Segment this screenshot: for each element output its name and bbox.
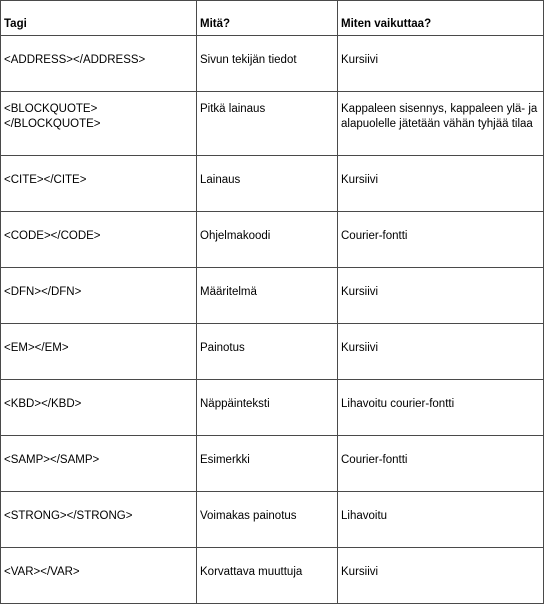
tag-cell: <ADDRESS></ADDRESS> bbox=[1, 36, 197, 92]
effect-cell: Kursiivi bbox=[338, 324, 544, 380]
what-cell: Esimerkki bbox=[197, 436, 338, 492]
effect-cell: Courier-fontti bbox=[338, 212, 544, 268]
effect-cell: Lihavoitu courier-fontti bbox=[338, 380, 544, 436]
effect-cell: Kursiivi bbox=[338, 268, 544, 324]
what-cell: Näppäinteksti bbox=[197, 380, 338, 436]
effect-cell: Kappaleen sisennys, kappaleen ylä- ja alapuolelle jätetään vähän tyhjää tilaa bbox=[338, 92, 544, 156]
what-cell: Lainaus bbox=[197, 156, 338, 212]
what-cell: Pitkä lainaus bbox=[197, 92, 338, 156]
effect-cell: Kursiivi bbox=[338, 156, 544, 212]
tag-cell: <DFN></DFN> bbox=[1, 268, 197, 324]
table-row bbox=[1, 492, 544, 548]
effect-cell: Lihavoitu bbox=[338, 492, 544, 548]
table-row bbox=[1, 436, 544, 492]
what-cell: Sivun tekijän tiedot bbox=[197, 36, 338, 92]
tag-cell: <KBD></KBD> bbox=[1, 380, 197, 436]
column-header-effect: Miten vaikuttaa? bbox=[338, 1, 544, 36]
what-cell: Korvattava muuttuja bbox=[197, 548, 338, 604]
what-cell: Ohjelmakoodi bbox=[197, 212, 338, 268]
column-header-tag: Tagi bbox=[1, 1, 197, 36]
tag-cell: <BLOCKQUOTE> </BLOCKQUOTE> bbox=[1, 92, 197, 156]
table-row bbox=[1, 212, 544, 268]
effect-cell: Kursiivi bbox=[338, 36, 544, 92]
effect-cell: Courier-fontti bbox=[338, 436, 544, 492]
what-cell: Voimakas painotus bbox=[197, 492, 338, 548]
tag-cell: <VAR></VAR> bbox=[1, 548, 197, 604]
table-row bbox=[1, 268, 544, 324]
table-row bbox=[1, 380, 544, 436]
table-row bbox=[1, 548, 544, 604]
table-row bbox=[1, 36, 544, 92]
table-row bbox=[1, 156, 544, 212]
table-row bbox=[1, 92, 544, 156]
table-header-row bbox=[1, 1, 544, 36]
tag-cell: <SAMP></SAMP> bbox=[1, 436, 197, 492]
column-header-what: Mitä? bbox=[197, 1, 338, 36]
tag-cell: <CITE></CITE> bbox=[1, 156, 197, 212]
tag-cell: <STRONG></STRONG> bbox=[1, 492, 197, 548]
table-row bbox=[1, 324, 544, 380]
tag-cell: <CODE></CODE> bbox=[1, 212, 197, 268]
tag-cell: <EM></EM> bbox=[1, 324, 197, 380]
what-cell: Määritelmä bbox=[197, 268, 338, 324]
what-cell: Painotus bbox=[197, 324, 338, 380]
effect-cell: Kursiivi bbox=[338, 548, 544, 604]
